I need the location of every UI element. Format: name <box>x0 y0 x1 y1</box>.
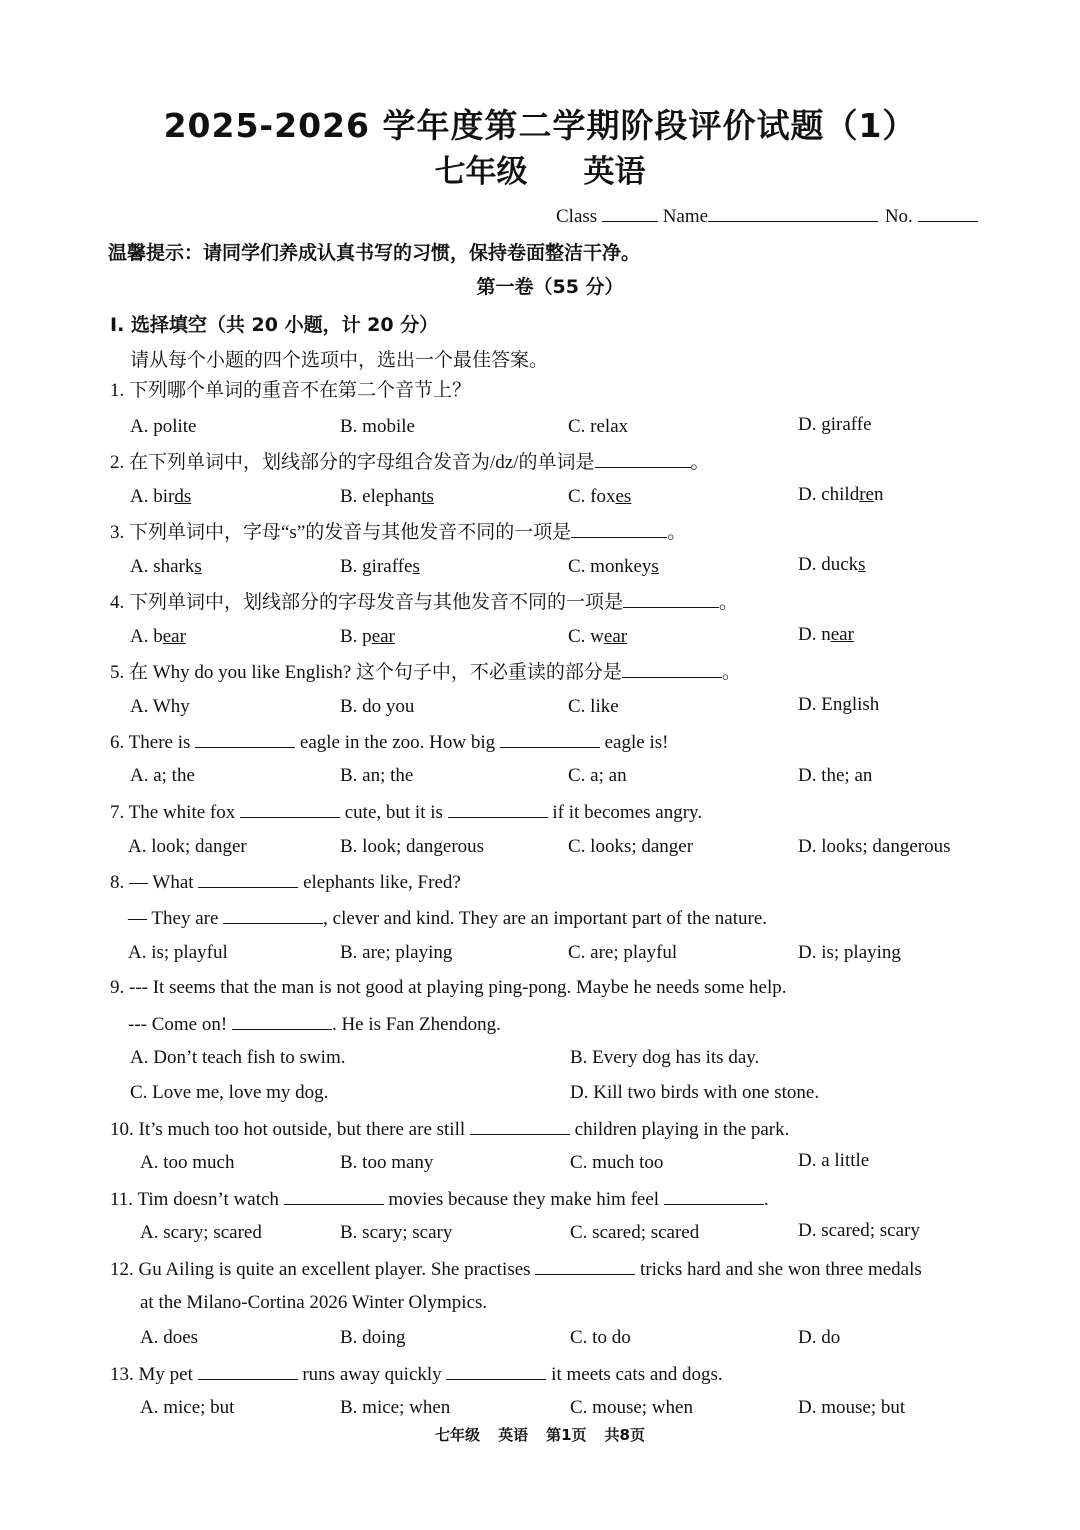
q13-stem <box>110 1361 723 1387</box>
q10-option-d[interactable]: D. a little <box>798 1150 870 1171</box>
q3-b-text: B. giraffe <box>340 556 413 577</box>
q7-stem-part1: 7. The white fox <box>110 802 236 823</box>
q3-option-c[interactable] <box>568 555 659 579</box>
q13-blank-2[interactable] <box>446 1361 546 1380</box>
q9-line2-part1: --- Come on! <box>128 1014 228 1035</box>
q2-stem-end: 。 <box>690 452 710 473</box>
q6-option-b[interactable]: B. an; the <box>340 765 414 786</box>
q8-option-b[interactable]: B. are; playing <box>340 942 453 963</box>
q8-blank-2[interactable] <box>223 905 323 924</box>
footer-page: 第1页 <box>546 1426 587 1444</box>
q10-stem <box>110 1116 789 1142</box>
q6-stem-part3: eagle is! <box>604 732 669 753</box>
q12-stem-part2: tricks hard and she won three medals <box>640 1259 922 1280</box>
q12-stem <box>110 1256 922 1282</box>
name-label: Name <box>662 206 709 227</box>
q6-option-d[interactable]: D. the; an <box>798 765 873 786</box>
q6-blank-1[interactable] <box>195 729 295 748</box>
q7-blank-2[interactable] <box>448 799 548 818</box>
q3-c-text: C. monkey <box>568 556 652 577</box>
q11-stem-end: . <box>763 1189 769 1210</box>
q11-stem-part2: movies because they make him feel <box>388 1189 660 1210</box>
class-label: Class <box>556 206 598 227</box>
q13-stem-part2: runs away quickly <box>302 1364 442 1385</box>
q2-c-underline: es <box>615 486 632 507</box>
q2-option-b[interactable] <box>340 485 434 509</box>
q12-option-d[interactable]: D. do <box>798 1327 841 1348</box>
q13-option-d[interactable]: D. mouse; but <box>798 1397 906 1418</box>
q2-blank[interactable] <box>595 449 691 468</box>
q4-blank[interactable] <box>623 589 719 608</box>
q11-option-b[interactable]: B. scary; scary <box>340 1222 453 1243</box>
q4-stem <box>110 589 738 615</box>
q13-blank-1[interactable] <box>198 1361 298 1380</box>
q10-blank[interactable] <box>470 1116 570 1135</box>
q11-option-d[interactable]: D. scared; scary <box>798 1220 920 1241</box>
grade-subject <box>0 146 1080 191</box>
q12-option-c[interactable]: C. to do <box>570 1327 631 1348</box>
q4-c-text: C. w <box>568 626 604 647</box>
q5-stem <box>110 659 741 685</box>
footer-subject: 英语 <box>498 1426 529 1444</box>
subject-label: 英语 <box>583 154 646 190</box>
q6-stem-part2: eagle in the zoo. How big <box>299 732 496 753</box>
q2-stem <box>110 449 710 475</box>
q8-stem-part1: 8. — What <box>110 872 194 893</box>
q9-blank[interactable] <box>232 1011 332 1030</box>
q3-a-text: A. shark <box>130 556 195 577</box>
q8-stem <box>110 869 461 895</box>
q6-option-a[interactable]: A. a; the <box>130 765 195 786</box>
q5-stem-text: 5. 在 Why do you like English? 这个句子中，不必重读的部分是 <box>110 662 622 683</box>
q12-stem-part1: 12. Gu Ailing is quite an excellent player. She practises <box>110 1259 531 1280</box>
q12-blank[interactable] <box>535 1256 635 1275</box>
q8-line2-part1: — They are <box>128 908 219 929</box>
q9-option-d[interactable]: D. Kill two birds with one stone. <box>570 1082 820 1103</box>
q10-stem-part1: 10. It’s much too hot outside, but there are still <box>110 1119 466 1140</box>
q2-stem-text: 2. 在下列单词中，划线部分的字母组合发音为/dz/的单词是 <box>110 452 595 473</box>
q10-option-c[interactable]: C. much too <box>570 1152 664 1173</box>
q10-stem-part2: children playing in the park. <box>574 1119 790 1140</box>
q10-option-a[interactable]: A. too much <box>140 1152 235 1173</box>
q2-d-end: n <box>873 484 884 505</box>
q13-stem-part3: it meets cats and dogs. <box>551 1364 723 1385</box>
q13-option-b[interactable]: B. mice; when <box>340 1397 451 1418</box>
q11-option-a[interactable]: A. scary; scared <box>140 1222 262 1243</box>
q5-blank[interactable] <box>622 659 722 678</box>
q9-stem: 9. --- It seems that the man is not good at playing ping-pong. Maybe he needs some help. <box>110 977 787 998</box>
q4-a-text: A. b <box>130 626 163 647</box>
q1-option-b[interactable]: B. mobile <box>340 416 415 437</box>
q3-option-a[interactable] <box>130 555 202 579</box>
q4-option-c[interactable] <box>568 625 627 649</box>
q4-option-d[interactable] <box>798 623 854 647</box>
q11-blank-1[interactable] <box>284 1186 384 1205</box>
footer-grade: 七年级 <box>435 1426 481 1444</box>
q4-d-text: D. n <box>798 624 831 645</box>
q2-option-c[interactable] <box>568 485 631 509</box>
q7-option-d[interactable]: D. looks; dangerous <box>798 836 951 857</box>
q9-option-c[interactable]: C. Love me, love my dog. <box>130 1082 329 1103</box>
q12-option-a[interactable]: A. does <box>140 1327 199 1348</box>
q13-option-a[interactable]: A. mice; but <box>140 1397 235 1418</box>
q2-b-underline: ts <box>421 486 434 507</box>
q8-blank-1[interactable] <box>198 869 298 888</box>
q12-line2: at the Milano-Cortina 2026 Winter Olympics. <box>140 1292 488 1313</box>
q1-option-d[interactable]: D. giraffe <box>798 414 872 435</box>
q10-option-b[interactable]: B. too many <box>340 1152 434 1173</box>
q3-option-b[interactable] <box>340 555 420 579</box>
q11-stem-part1: 11. Tim doesn’t watch <box>110 1189 279 1210</box>
section-title: I. 选择填空（共 20 小题，计 20 分） <box>110 314 439 336</box>
q11-blank-2[interactable] <box>664 1186 764 1205</box>
q3-stem-end: 。 <box>667 522 687 543</box>
q9-option-a[interactable]: A. Don’t teach fish to swim. <box>130 1047 346 1068</box>
q3-b-underline: s <box>412 556 420 577</box>
q4-stem-text: 4. 下列单词中，划线部分的字母发音与其他发音不同的一项是 <box>110 592 624 613</box>
q4-a-underline: ear <box>162 626 186 647</box>
page-footer <box>0 1424 1080 1445</box>
q4-option-b[interactable] <box>340 625 395 649</box>
q8-option-d[interactable]: D. is; playing <box>798 942 901 963</box>
q2-option-a[interactable] <box>130 485 191 509</box>
q5-option-a[interactable]: A. Why <box>130 696 190 717</box>
q2-a-underline: ds <box>174 486 192 507</box>
q7-option-a[interactable]: A. look; danger <box>128 836 247 857</box>
q3-d-underline: s <box>858 554 866 575</box>
q8-option-a[interactable]: A. is; playful <box>128 942 228 963</box>
q6-stem-part1: 6. There is <box>110 732 191 753</box>
name-blank[interactable] <box>708 203 878 222</box>
q3-stem <box>110 519 686 545</box>
q9-line2-part2: . He is Fan Zhendong. <box>331 1014 501 1035</box>
q7-option-b[interactable]: B. look; dangerous <box>340 836 485 857</box>
q2-c-text: C. fox <box>568 486 616 507</box>
q6-stem <box>110 729 668 755</box>
class-blank[interactable] <box>602 203 658 222</box>
q2-a-text: A. bir <box>130 486 175 507</box>
q7-stem-part3: if it becomes angry. <box>552 802 703 823</box>
q13-option-c[interactable]: C. mouse; when <box>570 1397 693 1418</box>
no-label: No. <box>884 206 913 227</box>
q2-option-d[interactable] <box>798 483 883 507</box>
q4-b-text: B. p <box>340 626 372 647</box>
q6-option-c[interactable]: C. a; an <box>568 765 627 786</box>
q7-stem-part2: cute, but it is <box>344 802 443 823</box>
grade-label: 七年级 <box>434 154 528 190</box>
q4-option-a[interactable] <box>130 625 186 649</box>
q3-stem-text: 3. 下列单词中，字母“s”的发音与其他发音不同的一项是 <box>110 522 572 543</box>
volume-title: 第一卷（55 分） <box>476 276 624 298</box>
section-instruction: 请从每个小题的四个选项中，选出一个最佳答案。 <box>130 349 549 371</box>
q9-line2 <box>128 1011 501 1037</box>
q8-option-c[interactable]: C. are; playful <box>568 942 678 963</box>
q4-c-underline: ear <box>603 626 628 647</box>
q4-d-underline: ear <box>830 624 854 645</box>
q6-blank-2[interactable] <box>500 729 600 748</box>
student-info <box>556 203 978 228</box>
q12-option-b[interactable]: B. doing <box>340 1327 406 1348</box>
q3-blank[interactable] <box>571 519 667 538</box>
q1-stem: 1. 下列哪个单词的重音不在第二个音节上？ <box>110 380 472 401</box>
q2-b-text: B. elephan <box>340 486 422 507</box>
tip-text: 温馨提示：请同学们养成认真书写的习惯，保持卷面整洁干净。 <box>108 242 641 264</box>
exam-title: 2025-2026 学年度第二学期阶段评价试题（1） <box>163 106 917 145</box>
q5-option-b[interactable]: B. do you <box>340 696 415 717</box>
q3-option-d[interactable] <box>798 553 866 577</box>
q5-option-d[interactable]: D. English <box>798 694 880 715</box>
q7-stem <box>110 799 702 825</box>
q5-option-c[interactable]: C. like <box>568 696 619 717</box>
q4-stem-end: 。 <box>719 592 739 613</box>
q3-d-text: D. duck <box>798 554 859 575</box>
q1-option-c[interactable]: C. relax <box>568 416 629 437</box>
q8-line2 <box>128 905 767 931</box>
q11-stem <box>110 1186 769 1212</box>
q8-line2-part2: , clever and kind. They are an important part of the nature. <box>323 908 768 929</box>
q7-blank-1[interactable] <box>240 799 340 818</box>
no-blank[interactable] <box>918 203 978 222</box>
q4-b-underline: ear <box>371 626 395 647</box>
q9-option-b[interactable]: B. Every dog has its day. <box>570 1047 760 1068</box>
q7-option-c[interactable]: C. looks; danger <box>568 836 694 857</box>
q2-d-text: D. child <box>798 484 860 505</box>
q8-stem-part2: elephants like, Fred? <box>303 872 461 893</box>
q5-stem-end: 。 <box>721 662 741 683</box>
q13-stem-part1: 13. My pet <box>110 1364 193 1385</box>
q2-d-underline: re <box>859 484 874 505</box>
footer-total: 共8页 <box>604 1426 645 1444</box>
q1-option-a[interactable]: A. polite <box>130 416 197 437</box>
q11-option-c[interactable]: C. scared; scared <box>570 1222 700 1243</box>
q3-a-underline: s <box>194 556 202 577</box>
q3-c-underline: s <box>651 556 659 577</box>
